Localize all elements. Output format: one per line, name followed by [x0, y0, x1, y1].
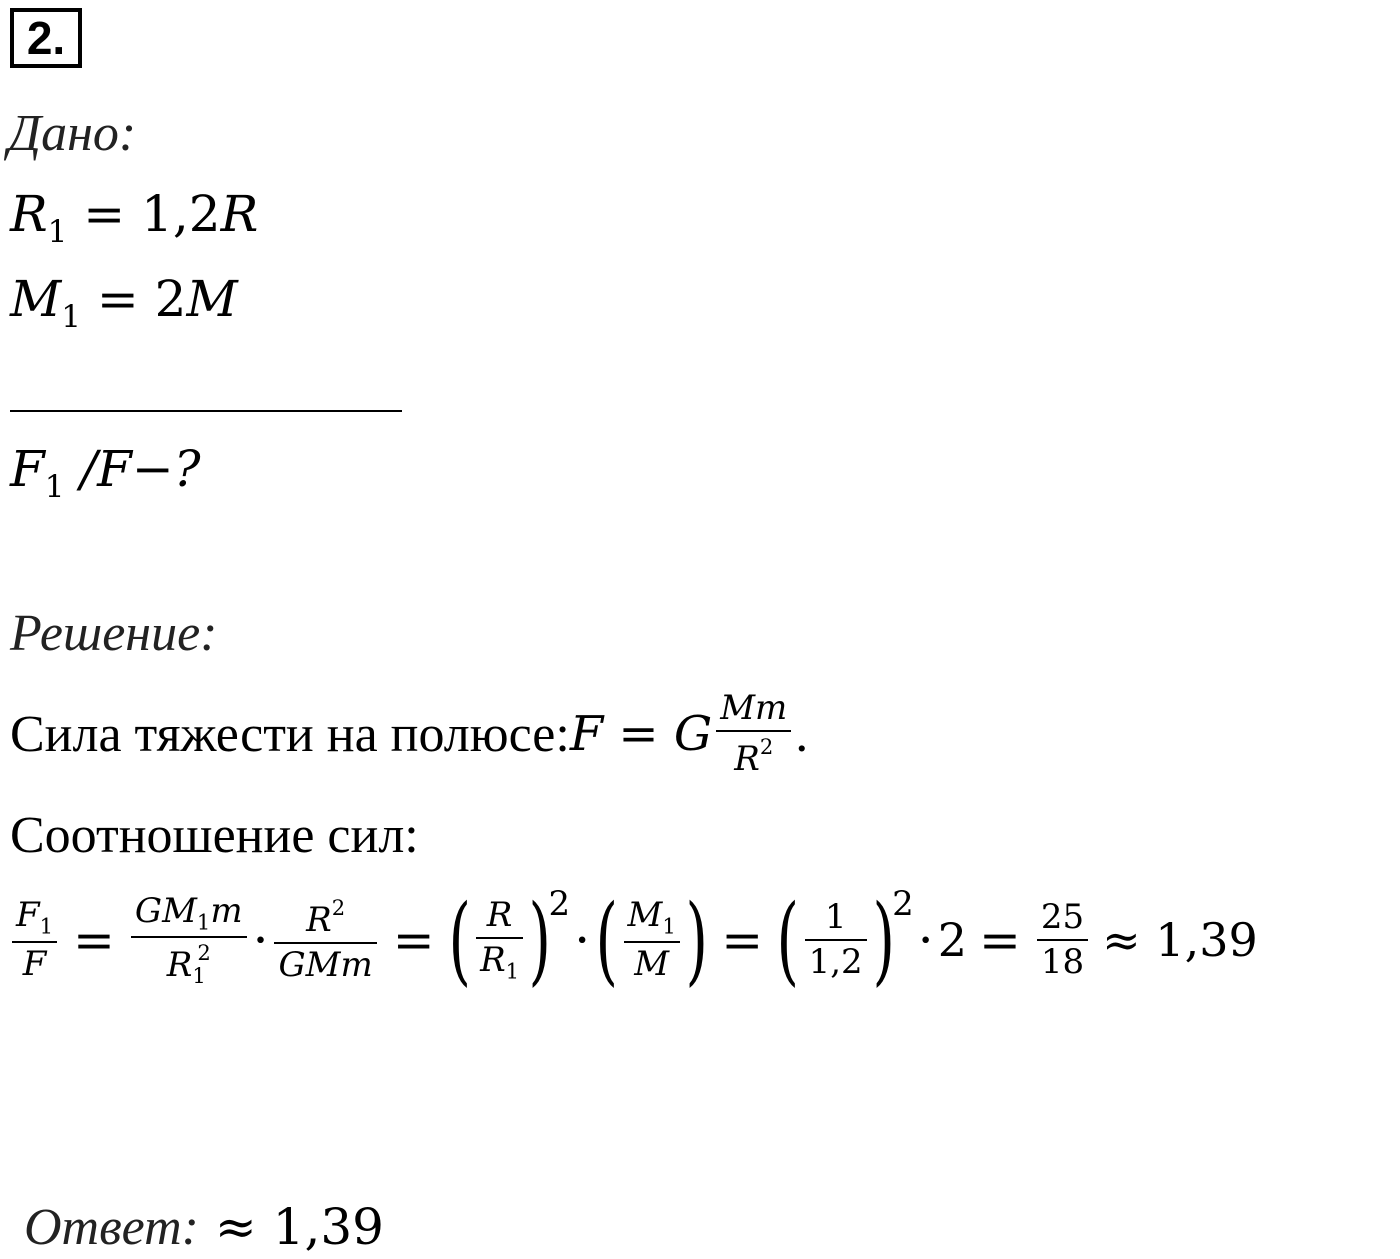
factor-two: 2 — [937, 913, 967, 967]
gravity-formula-tail: . — [795, 705, 809, 763]
dot-operator: · — [917, 911, 934, 969]
left-paren: ( — [595, 884, 619, 996]
dot-operator: · — [574, 911, 591, 969]
find-rest: /F−? — [64, 440, 201, 498]
find-subscript: 1 — [44, 468, 65, 505]
solution-heading: Решение: — [10, 605, 218, 662]
given-mass-line — [10, 270, 238, 335]
given-divider — [10, 410, 402, 412]
fraction-gm1m-over-r1sq: $\frac{GM_1m}{R_1^2}$ — [131, 893, 247, 988]
answer-line — [24, 1198, 384, 1257]
given-radius-subscript: 1 — [47, 213, 68, 250]
ratio-sentence: Соотношение сил: — [10, 807, 419, 864]
fraction-f1-over-f: $\frac{F_1}{F}$ — [12, 897, 57, 983]
exponent: 2 — [892, 884, 914, 924]
problem-number: 2. — [10, 8, 82, 68]
right-paren: ) — [528, 884, 552, 996]
dot-operator: · — [252, 911, 269, 969]
answer-label: Ответ: — [24, 1199, 199, 1256]
find-symbol: F — [10, 440, 45, 498]
given-mass-subscript: 1 — [61, 298, 81, 335]
find-line — [10, 440, 201, 505]
gravity-formula-line — [10, 690, 808, 779]
given-radius-line — [10, 185, 258, 250]
exponent: 2 — [548, 884, 571, 924]
given-mass-value: = 2 — [80, 270, 187, 328]
gravity-formula-lhs: F = G — [569, 706, 713, 763]
given-mass-symbol: M — [10, 270, 62, 328]
given-mass-var: M — [186, 270, 238, 328]
equals-sign: = — [978, 911, 1021, 969]
fraction-m1-over-m: $\frac{M_1}{M}$ — [624, 897, 680, 983]
given-heading: Дано: — [8, 105, 137, 162]
ratio-equation-chain — [8, 884, 1258, 996]
given-radius-symbol: R — [10, 185, 48, 243]
gravity-fraction-numerator: Mm — [720, 688, 788, 728]
fraction-1-over-1-2: $\frac{1}{1,2}$ — [805, 899, 867, 982]
fraction-bar — [716, 730, 791, 732]
gravity-fraction-denominator: $R^2$ — [734, 734, 774, 780]
left-paren: ( — [448, 884, 471, 996]
approx-result: ≈ 1,39 — [1102, 913, 1258, 967]
equals-sign: = — [392, 911, 435, 969]
right-paren: ) — [872, 884, 895, 996]
fraction-25-over-18: $\frac{25}{18}$ — [1037, 899, 1088, 982]
fraction-r-over-r1: $\frac{R}{R_1}$ — [476, 897, 523, 983]
gravity-sentence: Сила тяжести на полюсе: — [10, 705, 570, 763]
equals-sign: = — [73, 911, 115, 969]
fraction-rsq-over-gmm: $\frac{R^2}{\text{GMm}}$ — [274, 896, 376, 985]
right-paren: ) — [685, 884, 708, 996]
left-paren: ( — [776, 884, 800, 996]
answer-value: ≈ 1,39 — [198, 1198, 384, 1256]
given-radius-var: R — [220, 185, 259, 243]
equals-sign: = — [721, 911, 764, 969]
gravity-fraction — [716, 690, 791, 779]
given-radius-value: = 1,2 — [67, 185, 221, 243]
